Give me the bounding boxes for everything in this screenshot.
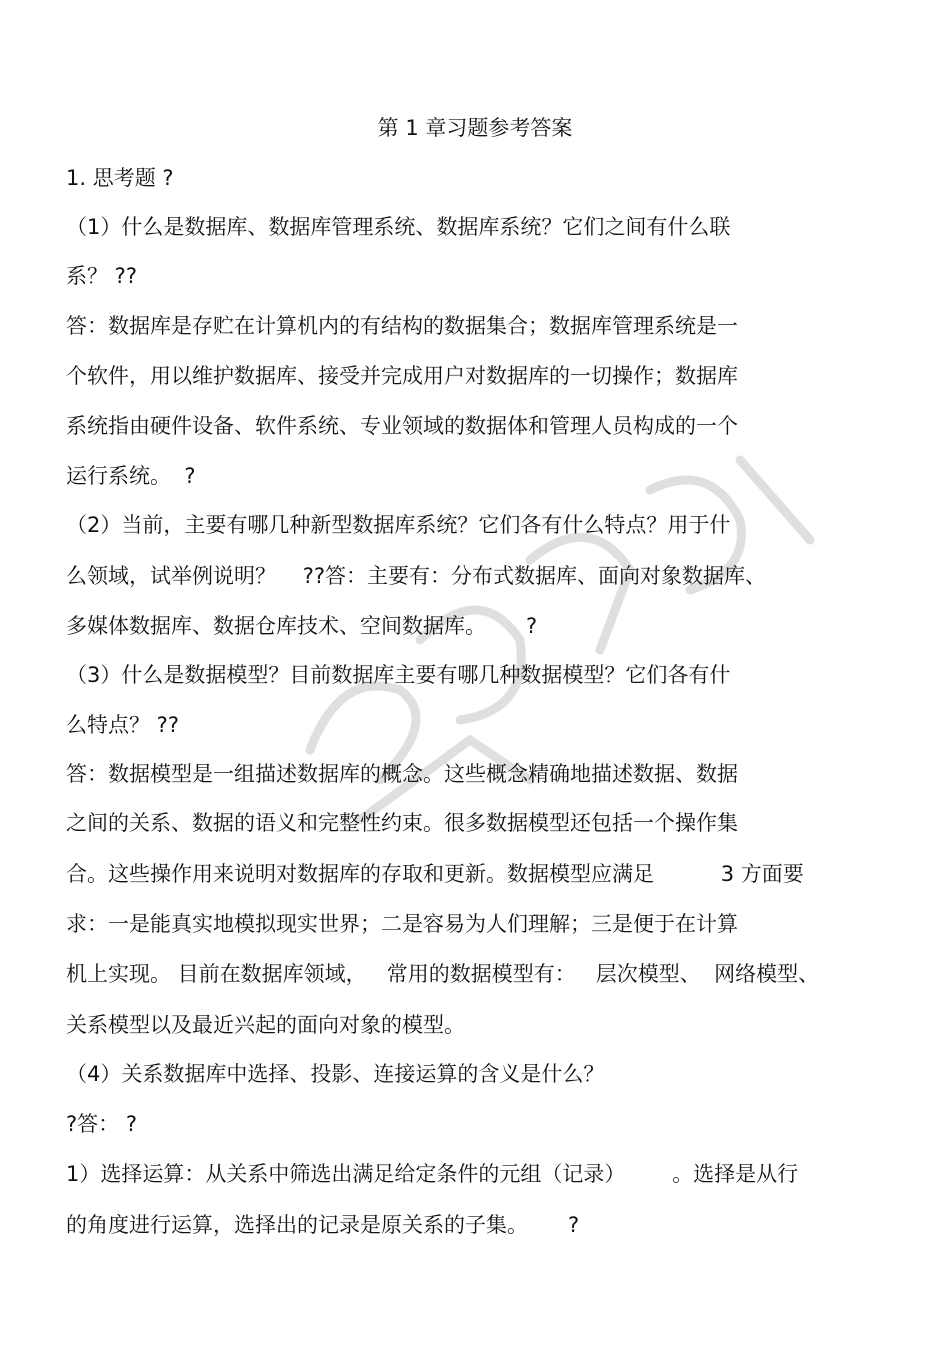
text-line: ?答： ? <box>66 1112 137 1136</box>
text-line: 多媒体数据库、数据仓库技术、空间数据库。 ? <box>66 614 538 638</box>
text-line: 么特点？ ?? <box>66 713 179 737</box>
text-line: 合。这些操作用来说明对数据库的存取和更新。数据模型应满足 3 方面要 <box>66 862 804 886</box>
text-line: 关系模型以及最近兴起的面向对象的模型。 <box>66 1013 465 1037</box>
text-line: 机上实现。 目前在数据库领域， 常用的数据模型有： 层次模型、 网络模型、 <box>66 962 820 986</box>
text-line: 1）选择运算：从关系中筛选出满足给定条件的元组（记录） 。选择是从行 <box>66 1162 799 1186</box>
text-line: 之间的关系、数据的语义和完整性约束。很多数据模型还包括一个操作集 <box>66 811 738 835</box>
text-line: 系统指由硬件设备、软件系统、专业领域的数据体和管理人员构成的一个 <box>66 414 738 438</box>
text-line: 的角度进行运算，选择出的记录是原关系的子集。 ? <box>66 1213 580 1237</box>
text-line: 求：一是能真实地模拟现实世界；二是容易为人们理解；三是便于在计算 <box>66 912 738 936</box>
text-line: 答：数据模型是一组描述数据库的概念。这些概念精确地描述数据、数据 <box>66 762 738 786</box>
text-line: （4）关系数据库中选择、投影、连接运算的含义是什么？ <box>66 1062 605 1086</box>
text-line: （3）什么是数据模型？目前数据库主要有哪几种数据模型？它们各有什 <box>66 663 731 687</box>
text-line: 个软件，用以维护数据库、接受并完成用户对数据库的一切操作；数据库 <box>66 364 738 388</box>
text-line: 么领域，试举例说明？ ??答：主要有：分布式数据库、面向对象数据库、 <box>66 564 766 588</box>
text-line: （2）当前，主要有哪几种新型数据库系统？它们各有什么特点？用于什 <box>66 513 731 537</box>
text-line: 系？ ?? <box>66 264 137 288</box>
text-line: 1. 思考题 ? <box>66 166 174 190</box>
text-line: 运行系统。 ? <box>66 464 196 488</box>
page-title: 第 1 章习题参考答案 <box>377 116 573 140</box>
text-line: （1）什么是数据库、数据库管理系统、数据库系统？它们之间有什么联 <box>66 215 731 239</box>
text-line: 答：数据库是存贮在计算机内的有结构的数据集合；数据库管理系统是一 <box>66 314 738 338</box>
